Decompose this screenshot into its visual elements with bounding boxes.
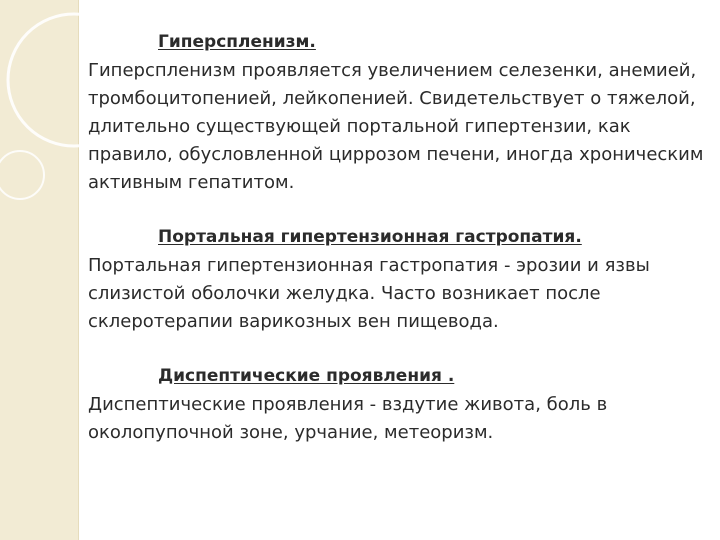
section-heading: Диспептические проявления .	[158, 366, 455, 386]
section-portal-gastropathy	[88, 223, 708, 336]
section-heading: Портальная гипертензионная гастропатия.	[158, 227, 582, 247]
section-heading: Гиперспленизм.	[158, 32, 316, 52]
left-decorative-band	[0, 0, 79, 540]
section-body: Диспептические проявления - вздутие живота, боль в околопупочной зоне, урчание, метеоризм.	[88, 394, 608, 443]
section-body: Портальная гипертензионная гастропатия - эрозии и язвы слизистой оболочки желудка. Часто возникает после склеротерапии варикозных вен пищевода.	[88, 255, 650, 332]
section-hypersplenism	[88, 28, 708, 197]
section-body: Гиперспленизм проявляется увеличением селезенки, анемией, тромбоцитопенией, лейкопенией. Свидетельствует о тяжелой, длительно существующей портальной гипертензии, как правило, обусловленной циррозом печени, иногда хроническим активным гепатитом.	[88, 60, 704, 193]
section-dyspeptic	[88, 362, 708, 447]
slide-content	[88, 28, 708, 447]
